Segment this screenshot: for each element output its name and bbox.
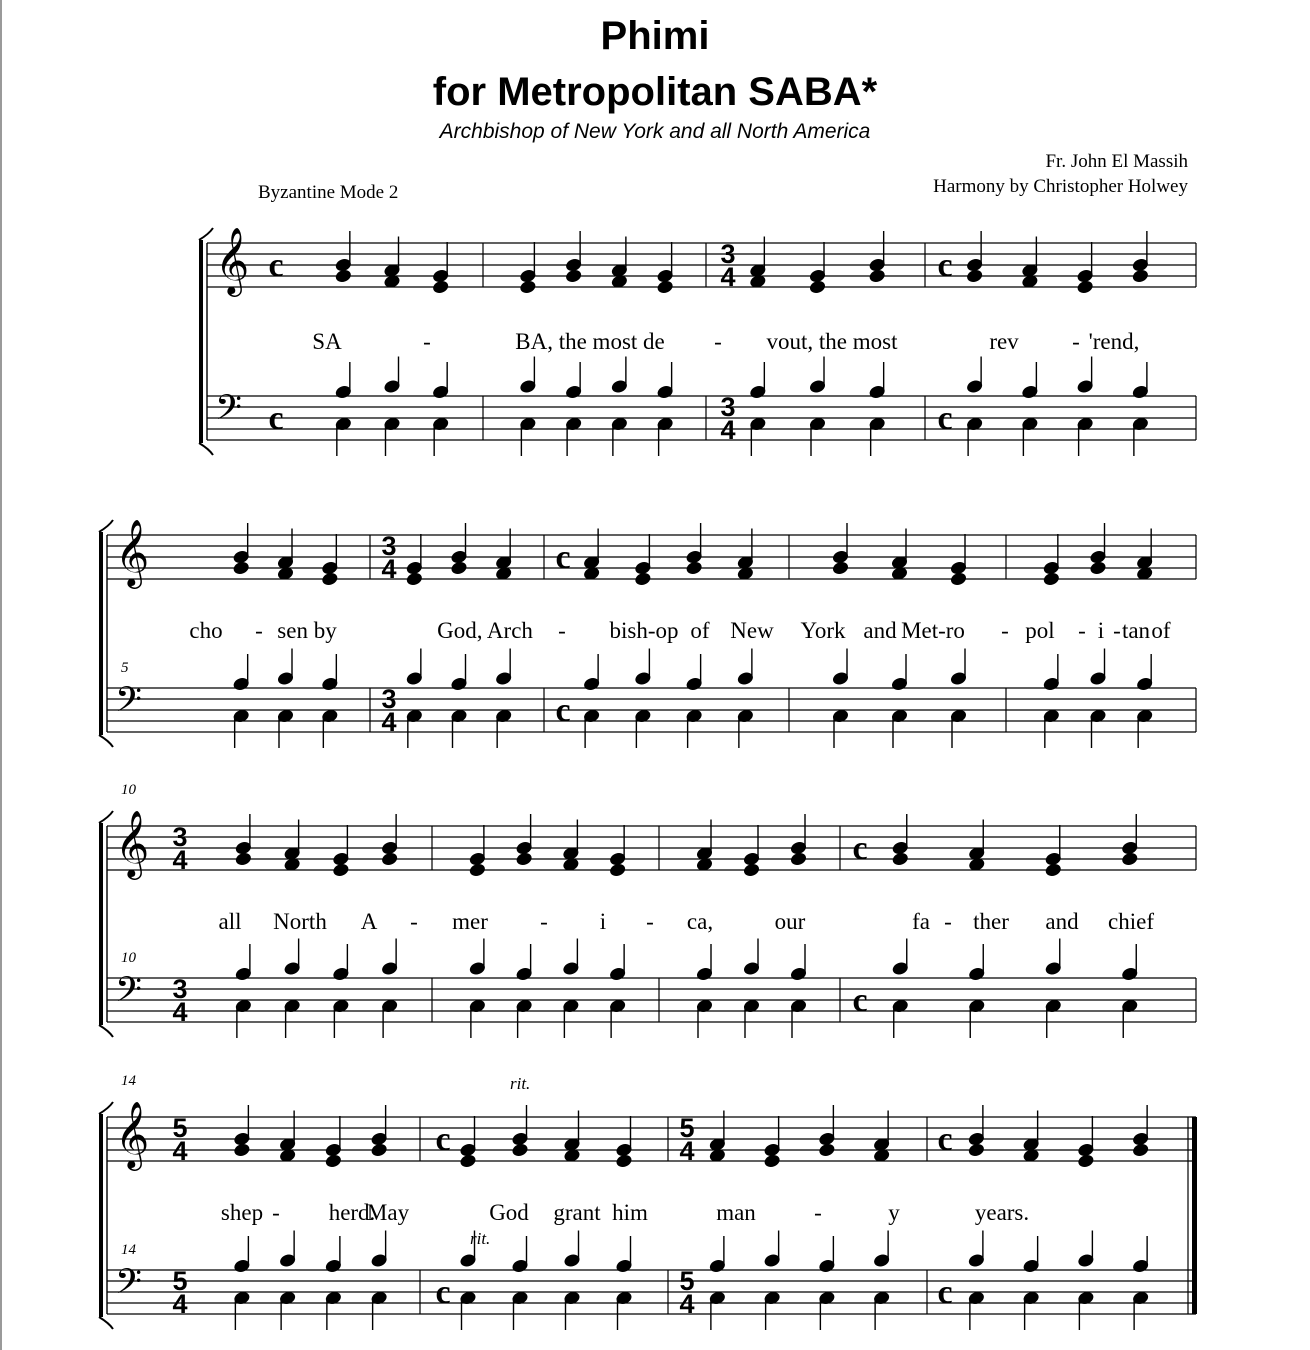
bass-clef-icon: 𝄢: [115, 679, 143, 728]
common-time-signature: c: [937, 400, 953, 437]
treble-note-head: [432, 280, 449, 295]
treble-note-head: [743, 863, 760, 878]
measure-number: 10: [121, 950, 136, 966]
treble-note-head: [450, 561, 467, 576]
time-signature-denominator: 4: [172, 997, 188, 1027]
system-4-bracket-bottom: [99, 1317, 113, 1329]
common-time-signature: c: [555, 692, 571, 729]
time-signature-denominator: 4: [381, 554, 397, 584]
time-signature-denominator: 4: [172, 1136, 188, 1166]
lyric-syllable: fa: [912, 909, 930, 934]
common-time-signature: c: [268, 247, 284, 284]
mode-label: Byzantine Mode 2: [258, 182, 399, 203]
time-signature-numerator: 3: [172, 822, 188, 852]
treble-note-head: [321, 572, 338, 587]
lyric-syllable: bish-op: [609, 618, 679, 643]
lyric-syllable: York: [800, 618, 846, 643]
treble-note-head: [511, 1143, 528, 1158]
treble-note-head: [966, 269, 983, 284]
lyric-syllable: man: [716, 1200, 756, 1225]
lyric-syllable: mer: [452, 909, 488, 934]
treble-note-head: [1077, 280, 1094, 295]
lyric-syllable: grant: [553, 1200, 601, 1225]
treble-note-head: [809, 280, 826, 295]
lyric-syllable: God, Arch: [437, 618, 533, 643]
common-time-signature: c: [268, 400, 284, 437]
lyric-syllable: vout, the most: [766, 329, 898, 354]
bass-clef-icon: 𝄢: [115, 969, 143, 1018]
final-barline-thick: [1192, 1117, 1197, 1314]
time-signature-numerator: 5: [679, 1113, 695, 1143]
time-signature-denominator: 4: [172, 845, 188, 875]
measure-number: 14: [121, 1242, 136, 1258]
treble-note-head: [516, 852, 533, 867]
treble-note-head: [818, 1143, 835, 1158]
lyric-syllable: y: [888, 1200, 900, 1225]
composer-credit: Fr. John El Massih: [1045, 151, 1188, 172]
treble-note-head: [235, 852, 252, 867]
treble-note-head: [371, 1143, 388, 1158]
tempo-mark: rit.: [510, 1074, 531, 1093]
lyric-syllable: i: [599, 909, 607, 934]
lyric-syllable: -: [540, 909, 548, 934]
time-signature-numerator: 5: [172, 1266, 188, 1296]
lyric-syllable: tan: [1121, 618, 1151, 643]
lyric-syllable: and: [1045, 909, 1079, 934]
time-signature-numerator: 3: [381, 531, 397, 561]
lyric-syllable: all: [218, 909, 242, 934]
treble-note-head: [892, 852, 909, 867]
common-time-signature: c: [435, 1274, 451, 1311]
treble-note-head: [790, 852, 807, 867]
time-signature-numerator: 3: [720, 392, 736, 422]
time-signature-denominator: 4: [679, 1289, 695, 1319]
system-1-bracket-top: [199, 228, 213, 240]
measure-number: 5: [121, 660, 129, 676]
treble-note-head: [335, 269, 352, 284]
time-signature-denominator: 4: [679, 1136, 695, 1166]
measure-number: 14: [121, 1073, 136, 1089]
lyric-syllable: him: [612, 1200, 648, 1225]
treble-note-head: [519, 280, 536, 295]
time-signature-numerator: 3: [720, 239, 736, 269]
arranger-credit: Harmony by Christopher Holwey: [933, 176, 1188, 197]
treble-note-head: [869, 269, 886, 284]
system-2-bracket-bottom: [99, 735, 113, 747]
time-signature-denominator: 4: [172, 1289, 188, 1319]
lyric-syllable: North: [273, 909, 327, 934]
lyric-syllable: -: [944, 909, 952, 934]
lyric-syllable: of: [690, 618, 710, 643]
lyric-syllable: -: [1072, 329, 1080, 354]
time-signature-numerator: 3: [381, 684, 397, 714]
treble-note-head: [1132, 1143, 1149, 1158]
common-time-signature: c: [852, 982, 868, 1019]
treble-note-head: [1132, 269, 1149, 284]
treble-note-head: [950, 572, 967, 587]
hymn-title: Phimi: [600, 14, 710, 58]
tempo-mark: rit.: [470, 1229, 491, 1248]
treble-note-head: [968, 1143, 985, 1158]
time-signature-denominator: 4: [381, 707, 397, 737]
lyric-syllable: -: [1113, 618, 1121, 643]
common-time-signature: c: [937, 247, 953, 284]
lyric-syllable: -: [423, 329, 431, 354]
treble-note-head: [634, 572, 651, 587]
system-4-bracket-top: [99, 1102, 113, 1114]
treble-note-head: [325, 1154, 342, 1169]
common-time-signature: c: [852, 830, 868, 867]
lyric-syllable: -: [646, 909, 654, 934]
system-3-bracket: [99, 823, 103, 1025]
treble-note-head: [1043, 572, 1060, 587]
lyric-syllable: BA, the most de: [515, 329, 665, 354]
lyric-syllable: -: [814, 1200, 822, 1225]
bass-clef-icon: 𝄢: [115, 1261, 143, 1310]
time-signature-numerator: 5: [679, 1266, 695, 1296]
common-time-signature: c: [435, 1121, 451, 1158]
dedication: Archbishop of New York and all North America: [439, 120, 871, 143]
bass-clef-icon: 𝄢: [215, 387, 243, 436]
treble-note-head: [1077, 1154, 1094, 1169]
system-2-bracket: [99, 532, 103, 735]
lyric-syllable: shep: [220, 1200, 264, 1225]
treble-note-head: [609, 863, 626, 878]
lyric-syllable: God: [489, 1200, 529, 1225]
treble-note-head: [657, 280, 674, 295]
system-2-bracket-top: [99, 520, 113, 532]
treble-note-head: [832, 561, 849, 576]
lyric-syllable: sen by: [277, 618, 337, 643]
common-time-signature: c: [555, 539, 571, 576]
common-time-signature: c: [937, 1121, 953, 1158]
treble-note-head: [381, 852, 398, 867]
system-3-bracket-bottom: [99, 1025, 113, 1037]
system-1-bracket: [199, 240, 203, 443]
lyric-syllable: -: [1001, 618, 1009, 643]
lyric-syllable: May: [366, 1200, 410, 1225]
lyric-syllable: A: [360, 909, 378, 934]
lyric-syllable: -: [272, 1200, 280, 1225]
lyric-syllable: New: [730, 618, 774, 643]
common-time-signature: c: [937, 1274, 953, 1311]
treble-note-head: [406, 572, 423, 587]
lyric-syllable: ther: [973, 909, 1009, 934]
lyric-syllable: -: [255, 618, 263, 643]
time-signature-numerator: 3: [172, 974, 188, 1004]
lyric-syllable: ca,: [686, 909, 714, 934]
lyric-syllable: rev: [989, 329, 1019, 354]
lyric-syllable: -: [410, 909, 418, 934]
treble-note-head: [459, 1154, 476, 1169]
treble-clef-icon: 𝄞: [115, 1100, 150, 1168]
lyric-syllable: -: [558, 618, 566, 643]
hymn-subtitle: for Metropolitan SABA*: [432, 70, 878, 114]
treble-note-head: [1045, 863, 1062, 878]
lyric-syllable: cho: [189, 618, 223, 643]
time-signature-denominator: 4: [720, 262, 736, 292]
treble-clef-icon: 𝄞: [215, 226, 250, 294]
treble-note-head: [469, 863, 486, 878]
lyric-syllable: our: [774, 909, 806, 934]
treble-note-head: [1121, 852, 1138, 867]
treble-note-head: [332, 863, 349, 878]
lyric-syllable: of: [1151, 618, 1171, 643]
lyric-syllable: 'rend,: [1088, 329, 1140, 354]
treble-note-head: [615, 1154, 632, 1169]
lyric-syllable: SA: [312, 329, 342, 354]
lyric-syllable: herd.: [328, 1200, 376, 1225]
lyric-syllable: and: [863, 618, 897, 643]
time-signature-denominator: 4: [720, 415, 736, 445]
treble-clef-icon: 𝄞: [115, 518, 150, 586]
time-signature-numerator: 5: [172, 1113, 188, 1143]
treble-note-head: [233, 561, 250, 576]
treble-note-head: [764, 1154, 781, 1169]
treble-note-head: [565, 269, 582, 284]
treble-clef-icon: 𝄞: [115, 809, 150, 877]
system-1-bracket-bottom: [199, 443, 213, 455]
lyric-syllable: Met-ro: [901, 618, 965, 643]
lyric-syllable: years.: [974, 1200, 1030, 1225]
system-3-bracket-top: [99, 811, 113, 823]
lyric-syllable: pol: [1025, 618, 1055, 643]
measure-number: 10: [121, 782, 136, 798]
lyric-syllable: i: [1097, 618, 1105, 643]
lyric-syllable: -: [714, 329, 722, 354]
treble-note-head: [686, 561, 703, 576]
treble-note-head: [1089, 561, 1106, 576]
system-4-bracket: [99, 1114, 103, 1317]
lyric-syllable: -: [1078, 618, 1086, 643]
lyric-syllable: chief: [1108, 909, 1154, 934]
treble-note-head: [233, 1143, 250, 1158]
